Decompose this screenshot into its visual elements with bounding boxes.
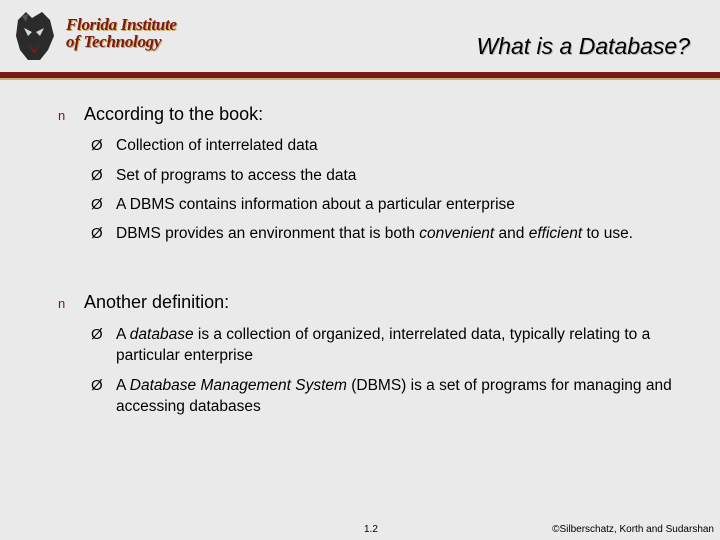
item-text: to use. xyxy=(582,225,633,242)
item-text: Set of programs to access the data xyxy=(116,167,357,184)
fit-logo xyxy=(14,10,184,66)
emphasis-efficient: efficient xyxy=(528,225,583,242)
arrow-bullet-icon: Ø xyxy=(91,167,103,184)
panther-icon xyxy=(14,10,58,62)
item-text: is a collection of organized, interrelated data, typically relating to a particular enterprise xyxy=(116,326,651,364)
item-text: A DBMS contains information about a particular enterprise xyxy=(116,196,515,213)
arrow-bullet-icon: Ø xyxy=(91,326,103,343)
list-item xyxy=(91,223,676,244)
copyright: ©Silberschatz, Korth and Sudarshan xyxy=(552,524,714,535)
arrow-bullet-icon: Ø xyxy=(91,137,103,154)
item-text: DBMS provides an environment that is both xyxy=(116,225,420,242)
logo-line1: Florida Institute xyxy=(66,15,177,34)
section-heading-text: Another definition: xyxy=(84,292,230,312)
list-item xyxy=(91,324,676,366)
list-item xyxy=(91,165,676,186)
item-text: A xyxy=(116,377,130,394)
emphasis-convenient: convenient xyxy=(419,225,495,242)
list-item xyxy=(91,194,676,215)
section-heading-text: According to the book: xyxy=(84,104,264,124)
logo-text xyxy=(66,16,177,50)
section-heading-1 xyxy=(58,104,264,125)
arrow-bullet-icon: Ø xyxy=(91,377,103,394)
list-item xyxy=(91,135,676,156)
slide-title: What is a Database? xyxy=(476,33,690,59)
logo-line2: of Technology xyxy=(66,32,162,51)
item-text: A xyxy=(116,326,130,343)
section-heading-2 xyxy=(58,292,230,313)
bullet-marker: n xyxy=(58,296,66,311)
arrow-bullet-icon: Ø xyxy=(91,196,103,213)
item-text: Collection of interrelated data xyxy=(116,137,318,154)
list-item xyxy=(91,375,676,417)
emphasis-dbms: Database Management System xyxy=(129,377,347,394)
title-rule-accent xyxy=(0,78,720,80)
page-number: 1.2 xyxy=(364,524,378,535)
bullet-marker: n xyxy=(58,108,66,123)
item-text: (DBMS) is a set of programs for managing and accessing databases xyxy=(116,377,672,415)
emphasis-database: database xyxy=(129,326,194,343)
arrow-bullet-icon: Ø xyxy=(91,225,103,242)
item-text: and xyxy=(494,225,529,242)
